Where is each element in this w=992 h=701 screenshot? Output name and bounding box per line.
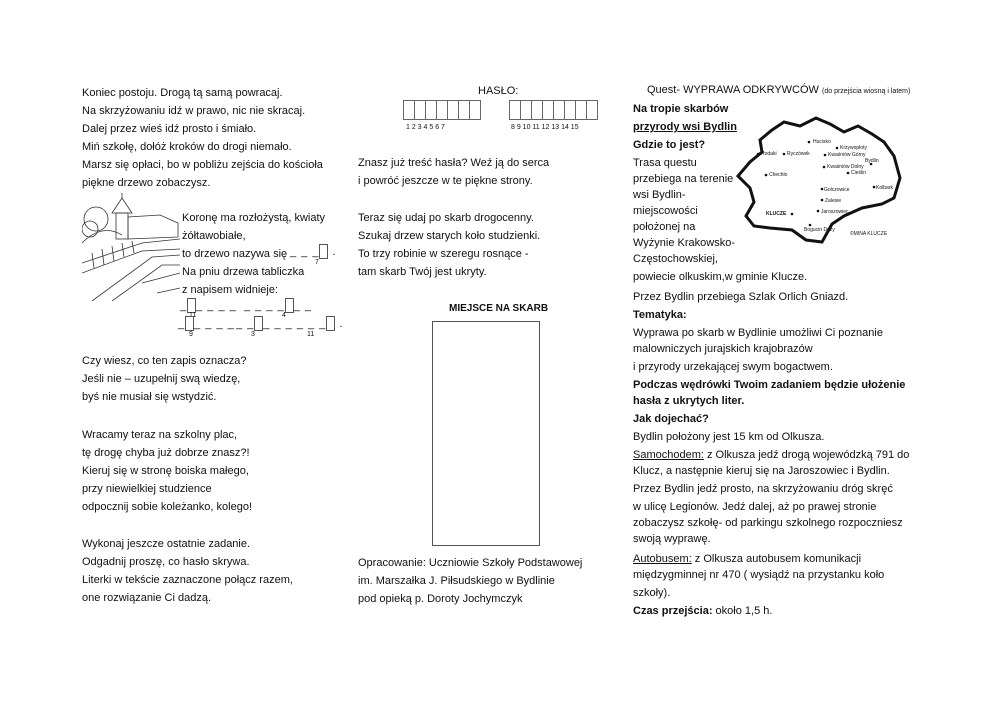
text-line: miejscowości: [633, 205, 698, 217]
poem-line: odpocznij sobie koleżanko, kolego!: [82, 501, 253, 513]
letter-box[interactable]: [185, 316, 194, 331]
answer-blanks: _ _ _ _ _ _: [244, 300, 312, 312]
poem-line: piękne drzewo zobaczysz.: [82, 177, 211, 189]
password-cell[interactable]: [425, 100, 436, 120]
text-line: Podczas wędrówki Twoim zadaniem będzie ułożenie: [633, 379, 906, 391]
map-credit: ©MINA KLUCZE: [850, 231, 888, 237]
letter-box[interactable]: [285, 298, 294, 313]
poem-line: Na skrzyżowaniu idź w prawo, nic nie skracaj.: [82, 105, 306, 117]
credits-line: pod opieką p. Doroty Jochymczyk: [358, 593, 523, 605]
poem-line: Jeśli nie – uzupełnij swą wiedzę,: [82, 373, 241, 385]
password-cell[interactable]: [531, 100, 542, 120]
map-place: Ryczówek: [787, 151, 810, 157]
text-line: Wyżynie Krakowsko-: [633, 237, 735, 249]
password-cell[interactable]: [447, 100, 458, 120]
password-cell[interactable]: [458, 100, 469, 120]
map-klucze: [732, 112, 908, 252]
riddle-line: Na pniu drzewa tabliczka: [182, 266, 305, 278]
poem-line: Kieruj się w stronę boiska małego,: [82, 465, 249, 477]
poem-line: Wracamy teraz na szkolny plac,: [82, 429, 238, 441]
poem-line: Znasz już treść hasła? Weź ją do serca: [358, 157, 550, 169]
poem-line: Miń szkołę, dołóż kroków do drogi niemało.: [82, 141, 292, 153]
poem-line: Koniec postoju. Drogą tą samą powracaj.: [82, 87, 283, 99]
letter-index: 9: [189, 331, 193, 338]
password-index-row: 8 9 10 11 12 13 14 15: [511, 124, 579, 131]
map-place: Jaroszowiec: [821, 209, 849, 215]
password-cell[interactable]: [575, 100, 586, 120]
password-cell[interactable]: [564, 100, 575, 120]
poem-line: one rozwiązanie Ci dadzą.: [82, 592, 212, 604]
text-line: Przez Bydlin przebiega Szlak Orlich Gniazd.: [633, 291, 849, 303]
poem-line: Odgadnij proszę, co hasło skrywa.: [82, 556, 250, 568]
map-place: Chechło: [769, 172, 788, 178]
credits-line: im. Marszałka J. Piłsudskiego w Bydlinie: [358, 575, 555, 587]
password-title: HASŁO:: [478, 85, 519, 97]
quest-header: Quest- WYPRAWA ODKRYWCÓW (do przejścia wiosną i latem): [647, 84, 911, 96]
credits-line: Opracowanie: Uczniowie Szkoły Podstawowej: [358, 557, 583, 569]
map-place: Rodaki: [761, 151, 777, 157]
poem-line: Wykonaj jeszcze ostatnie zadanie.: [82, 538, 251, 550]
riddle-line: żółtawobiałe,: [182, 230, 246, 242]
treasure-label: MIEJSCE NA SKARB: [449, 303, 549, 314]
map-place: Kwaśniów Górny: [828, 152, 866, 158]
password-cells-group-2: [509, 100, 598, 120]
letter-index: 11: [189, 312, 197, 319]
text-line: Klucz, a następnie kieruj się na Jaroszowiec i Bydlin.: [633, 465, 890, 477]
password-cell[interactable]: [542, 100, 553, 120]
text-line: Wyprawa po skarb w Bydlinie umożliwi Ci poznanie: [633, 327, 883, 339]
answer-blanks: _ _ _ _ _: [180, 300, 237, 312]
section-heading: Gdzie to jest?: [633, 139, 706, 151]
poem-line: Teraz się udaj po skarb drogocenny.: [358, 212, 534, 224]
letter-box[interactable]: [326, 316, 335, 331]
text-line: malowniczych jurajskich krajobrazów: [633, 343, 813, 355]
text-line: hasła z ukrytych liter.: [633, 395, 745, 407]
poem-line: tę drogę chyba już dobrze znasz?!: [82, 447, 250, 459]
text-line: Autobusem: z Olkusza autobusem komunikacji: [633, 553, 862, 565]
password-cells-group-1: [403, 100, 481, 120]
text-line: swoją wyprawę.: [633, 533, 711, 545]
letter-index: 11: [307, 331, 315, 338]
church-drawing: [82, 193, 180, 301]
map-place: Kolbark: [876, 185, 893, 191]
text-line: Bydlin położony jest 15 km od Olkusza.: [633, 431, 825, 443]
text-line: Czas przejścia: około 1,5 h.: [633, 605, 773, 617]
answer-blanks: _ _ _ _ _ _ _ _ .: [236, 318, 344, 330]
text-line: Trasa questu: [633, 157, 697, 169]
text-line: wsi Bydlin-: [633, 189, 686, 201]
text-line: przebiega na terenie: [633, 173, 734, 185]
text-line: Częstochowskiej,: [633, 253, 718, 265]
riddle-line: to drzewo nazywa się: [182, 248, 288, 260]
letter-box[interactable]: [254, 316, 263, 331]
poem-line: byś nie musiał się wstydzić.: [82, 391, 217, 403]
text-line: Samochodem: z Olkusza jedź drogą wojewódzką 791 do: [633, 449, 910, 461]
text-line: położonej na: [633, 221, 696, 233]
map-place: Golczowice: [824, 187, 850, 193]
riddle-line: z napisem widnieje:: [182, 284, 278, 296]
treasure-box[interactable]: [432, 321, 540, 546]
password-cell[interactable]: [553, 100, 564, 120]
poem-line: tam skarb Twój jest ukryty.: [358, 266, 487, 278]
quest-title: Na tropie skarbów: [633, 103, 729, 115]
poem-line: przy niewielkiej studzience: [82, 483, 212, 495]
text-line: zobaczysz szkołę- od parkingu szkolnego rozpoczniesz: [633, 517, 903, 529]
password-cell[interactable]: [586, 100, 598, 120]
poem-line: Czy wiesz, co ten zapis oznacza?: [82, 355, 247, 367]
password-index-row: 1 2 3 4 5 6 7: [406, 124, 445, 131]
password-cell[interactable]: [509, 100, 520, 120]
text-line: szkoły).: [633, 587, 671, 599]
map-place: Bydlin: [865, 158, 879, 164]
letter-index: 4: [282, 312, 286, 319]
map-place: KLUCZE: [766, 211, 787, 217]
password-cell[interactable]: [403, 100, 414, 120]
password-cell[interactable]: [436, 100, 447, 120]
poem-line: Marsz się opłaci, bo w pobliżu zejścia do kościoła: [82, 159, 323, 171]
map-place: Hucisko: [813, 139, 831, 145]
map-place: Kwaśniów Dolny: [827, 164, 864, 170]
answer-blanks: _ _ _ .: [290, 246, 337, 258]
text-line: powiecie olkuskim,w gminie Klucze.: [633, 271, 808, 283]
quest-title: przyrody wsi Bydlin: [633, 121, 737, 133]
map-place: Krzywopłoty: [840, 145, 867, 151]
poem-line: i powróć jeszcze w te piękne strony.: [358, 175, 533, 187]
section-heading: Tematyka:: [633, 309, 687, 321]
answer-blanks: _ _ _ _ _: [178, 318, 235, 330]
map-place: Bogucin Duży: [804, 227, 835, 233]
map-place: Cieślin: [851, 170, 867, 176]
poem-line: Szukaj drzew starych koło studzienki.: [358, 230, 541, 242]
map-place: Zalesie: [825, 198, 842, 204]
text-line: w ulicę Legionów. Jedź dalej, aż po prawej stronie: [633, 501, 877, 513]
letter-box[interactable]: [319, 244, 328, 259]
section-heading: Jak dojechać?: [633, 413, 709, 425]
poem-line: To trzy robinie w szeregu rosnące -: [358, 248, 529, 260]
poem-line: Literki w tekście zaznaczone połącz razem,: [82, 574, 293, 586]
text-line: Przez Bydlin jedź prosto, na skrzyżowaniu dróg skręć: [633, 483, 893, 495]
password-cell[interactable]: [520, 100, 531, 120]
password-cell[interactable]: [469, 100, 481, 120]
letter-index: 3: [251, 331, 255, 338]
poem-line: Dalej przez wieś idź prosto i śmiało.: [82, 123, 257, 135]
riddle-line: Koronę ma rozłożystą, kwiaty: [182, 212, 326, 224]
letter-box[interactable]: [187, 298, 196, 313]
text-line: i przyrody urzekającej swym bogactwem.: [633, 361, 833, 373]
letter-index: 7: [315, 259, 319, 266]
password-cell[interactable]: [414, 100, 425, 120]
text-line: międzygminnej nr 470 ( wysiądź na przystanku koło: [633, 569, 885, 581]
